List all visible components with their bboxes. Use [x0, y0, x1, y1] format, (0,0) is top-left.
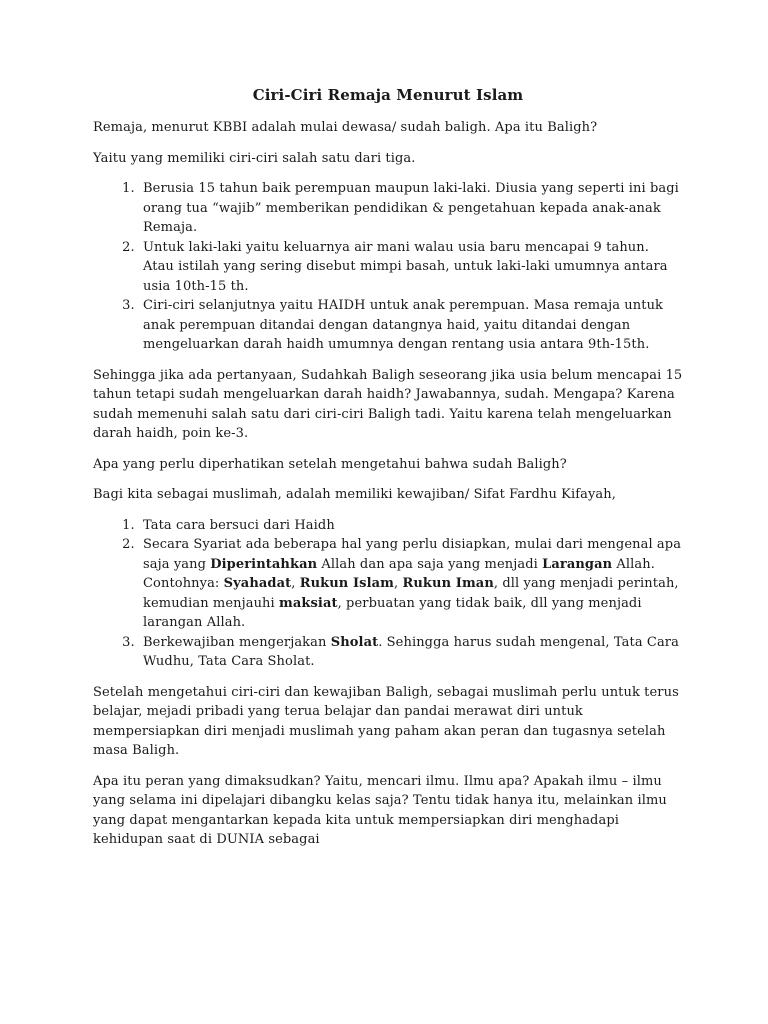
paragraph-intro: Remaja, menurut KBBI adalah mulai dewasa/ sudah baligh. Apa itu Baligh? — [93, 120, 598, 135]
text-run: Allah dan apa saja yang menjadi — [317, 556, 543, 572]
paragraph-role: Apa itu peran yang dimaksudkan? Yaitu, mencari ilmu. Ilmu apa? Apakah ilmu – ilmu yang selama ini dipelajari dibangku kelas saja? Tentu tidak hanya itu, melainkan ilmu yang dapat mengantarkan kepada kita untuk mempersiapkan diri menghadapi kehidupan saat di DUNIA sebagai — [93, 773, 667, 847]
list-item: 1. Tata cara bersuci dari Haidh — [139, 516, 683, 536]
list-item — [139, 535, 683, 633]
criteria-list — [93, 179, 683, 355]
text-run: , dll yang menjadi perintah, kemudian menjauhi — [143, 576, 679, 611]
list-item — [139, 633, 683, 672]
bold-term: Sholat — [330, 634, 379, 650]
paragraph-question-answer: Sehingga jika ada pertanyaan, Sudahkah Baligh seseorang jika usia belum mencapai 15 tahun tetapi sudah mengeluarkan darah haidh? Jawabannya, sudah. Mengapa? Karena sudah memenuhi salah satu dari ciri-ciri Baligh tadi. Yaitu karena telah mengeluarkan darah haidh, poin ke-3. — [93, 367, 683, 441]
text-run: , — [291, 576, 300, 591]
paragraph-obligation: Bagi kita sebagai muslimah, adalah memiliki kewajiban/ Sifat Fardhu Kifayah, — [93, 487, 616, 502]
text-run: Berkewajiban mengerjakan — [143, 634, 331, 650]
document-title: Ciri-Ciri Remaja Menurut Islam — [252, 86, 524, 104]
text-run: Secara Syariat ada beberapa hal yang perlu disiapkan, mulai dari mengenal apa saja yang — [143, 537, 682, 572]
text-run: , — [394, 576, 403, 591]
document-page — [93, 84, 683, 861]
list-item: 1. Berusia 15 tahun baik perempuan maupun laki-laki. Diusia yang seperti ini bagi orang tua “wajib” memberikan pendidikan & pengetahuan kepada anak-anak Remaja. — [139, 179, 683, 238]
bold-term: Diperintahkan — [210, 556, 318, 572]
list-item: 3. Ciri-ciri selanjutnya yaitu HAIDH untuk anak perempuan. Masa remaja untuk anak perempuan ditandai dengan datangnya haid, yaitu ditandai dengan mengeluarkan darah haidh umumnya dengan rentang usia antara 9th-15th. — [139, 296, 683, 355]
bold-term: Syahadat — [223, 576, 292, 591]
obligation-list — [93, 516, 683, 672]
text-run: . Sehingga harus sudah mengenal, Tata Cara Wudhu, Tata Cara Sholat. — [143, 634, 679, 669]
paragraph-learning: Setelah mengetahui ciri-ciri dan kewajiban Baligh, sebagai muslimah perlu untuk terus belajar, mejadi pribadi yang terua belajar dan pandai merawat diri untuk mempersiapkan diri menjadi muslimah yang paham akan peran dan tugasnya setelah masa Baligh. — [93, 684, 679, 758]
bold-term: Rukun Islam — [299, 576, 394, 591]
paragraph-criteria-intro: Yaitu yang memiliki ciri-ciri salah satu dari tiga. — [93, 150, 416, 166]
list-item: 2. Untuk laki-laki yaitu keluarnya air mani walau usia baru mencapai 9 tahun. Atau istilah yang sering disebut mimpi basah, untuk laki-laki umumnya antara usia 10th-15 th. — [139, 238, 683, 297]
bold-term: Larangan — [542, 556, 613, 572]
text-run: Allah. Contohnya: — [143, 556, 655, 591]
bold-term: maksiat — [279, 595, 338, 611]
text-run: , perbuatan yang tidak baik, dll yang menjadi larangan Allah. — [143, 595, 642, 630]
bold-term: Rukun Iman — [402, 576, 494, 591]
paragraph-question: Apa yang perlu diperhatikan setelah mengetahui bahwa sudah Baligh? — [93, 456, 567, 472]
